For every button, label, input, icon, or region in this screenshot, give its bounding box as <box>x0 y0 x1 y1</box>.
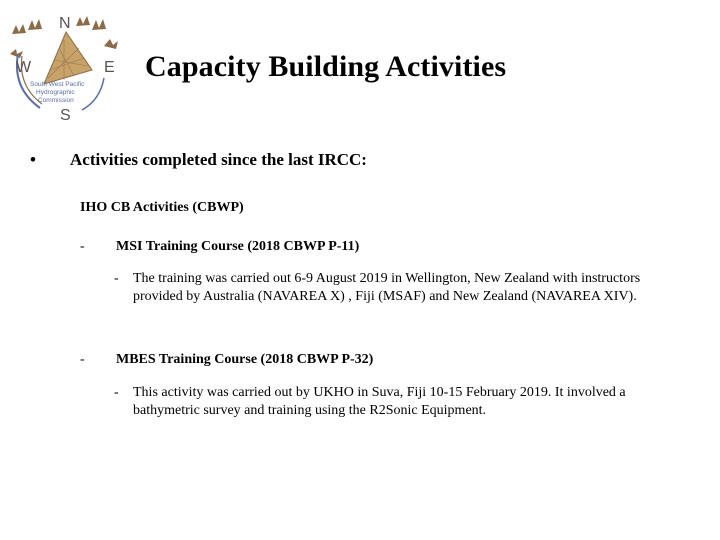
swphc-logo <box>4 8 128 126</box>
course-label: MSI Training Course (2018 CBWP P-11) <box>116 239 360 254</box>
slide-title: Capacity Building Activities <box>145 50 507 83</box>
detail-dash: - <box>114 271 119 286</box>
sub-heading: IHO CB Activities (CBWP) <box>80 200 244 215</box>
logo-compass-w: W <box>16 59 32 76</box>
course-item-msi <box>80 239 359 255</box>
course-item-mbes <box>80 352 373 368</box>
course-detail-msi <box>114 270 674 306</box>
logo-compass-e: E <box>104 59 115 76</box>
course-dash: - <box>80 352 85 367</box>
logo-text-line-1: South West Pacific <box>30 81 85 88</box>
course-dash: - <box>80 239 85 254</box>
detail-text: This activity was carried out by UKHO in Suva, Fiji 10-15 February 2019. It involved a bathymetric survey and training using the R2Sonic Equipment. <box>133 385 626 418</box>
logo-text-line-2: Hydrographic <box>36 89 75 96</box>
course-detail-mbes <box>114 384 674 420</box>
logo-compass-n: N <box>59 15 71 32</box>
detail-dash: - <box>114 385 119 400</box>
logo-text-line-3: Commission <box>38 97 74 104</box>
logo-chart-triangle <box>44 32 92 84</box>
main-bullet <box>30 150 367 170</box>
logo-compass-s: S <box>60 107 71 124</box>
main-bullet-text: Activities completed since the last IRCC: <box>70 150 367 169</box>
bullet-icon: • <box>30 150 36 169</box>
detail-text: The training was carried out 6-9 August 2019 in Wellington, New Zealand with instructors provided by Australia (NAVAREA X) , Fiji (MSAF) and New Zealand (NAVAREA XIV). <box>133 271 641 304</box>
course-label: MBES Training Course (2018 CBWP P-32) <box>116 352 374 367</box>
